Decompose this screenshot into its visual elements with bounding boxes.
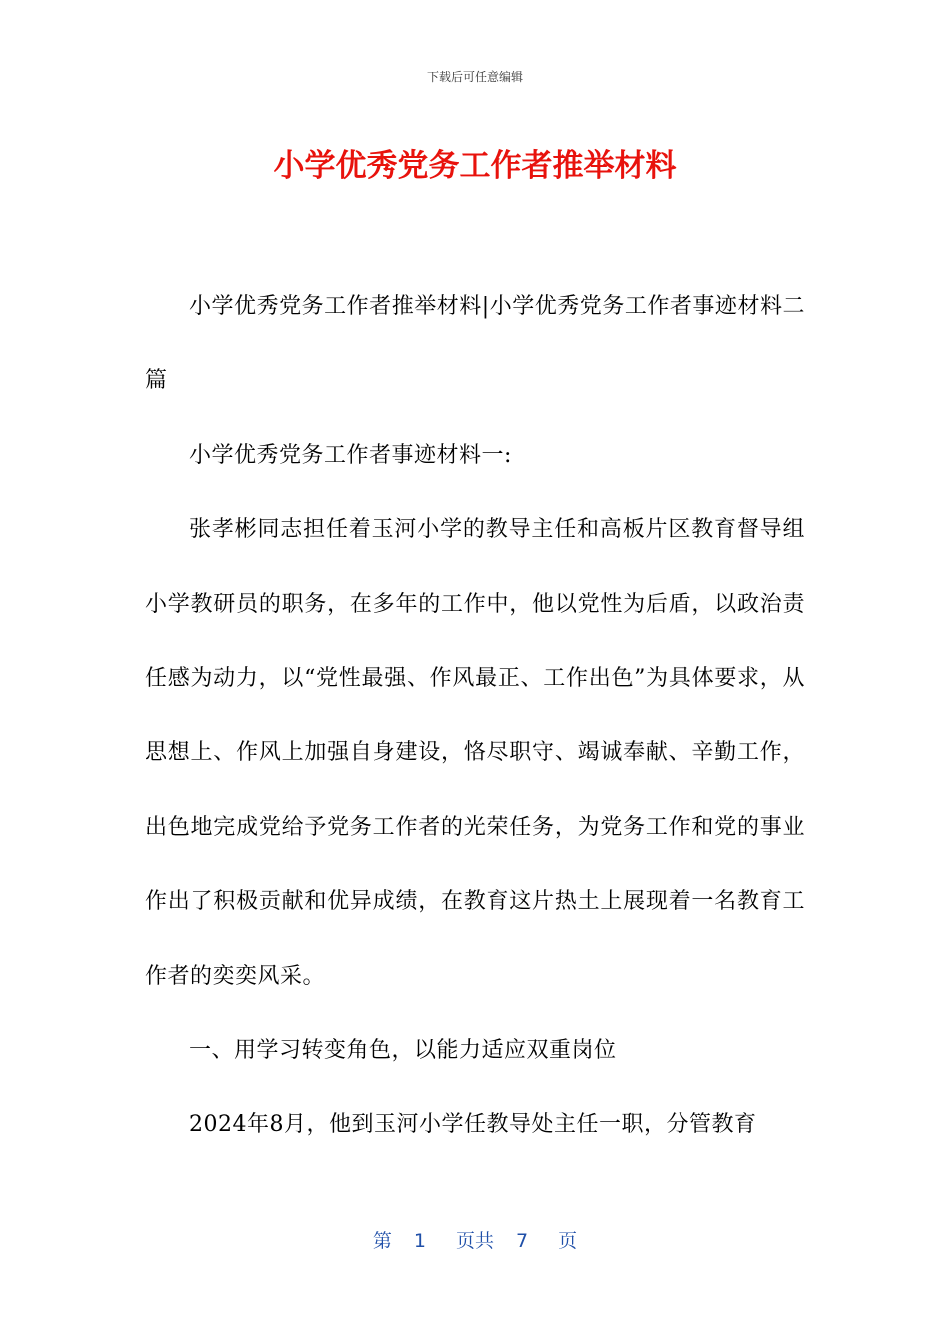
paragraph-continued: 2024年8月，他到玉河小学任教导处主任一职，分管教育: [189, 1112, 757, 1138]
paragraph-subtitle: 小学优秀党务工作者事迹材料一:: [189, 442, 512, 468]
page-footer: [0, 1226, 950, 1253]
document-title: 小学优秀党务工作者推举材料: [273, 148, 677, 184]
page-suffix: 页: [558, 1230, 578, 1252]
page-middle: 页共: [455, 1230, 494, 1252]
paragraph-intro: 小学优秀党务工作者推举材料|小学优秀党务工作者事迹材料二篇: [145, 294, 805, 394]
document-body: [145, 270, 805, 1163]
header-note: 下载后可任意编辑: [426, 70, 523, 84]
page-total-number: 7: [516, 1230, 529, 1252]
paragraph-section-heading: 一、用学习转变角色，以能力适应双重岗位: [189, 1038, 617, 1064]
page-prefix: 第: [372, 1230, 392, 1252]
page-current-number: 1: [413, 1230, 426, 1252]
paragraph-main: 张孝彬同志担任着玉河小学的教导主任和高板片区教育督导组小学教研员的职务，在多年的工作中，他以党性为后盾，以政治责任感为动力，以“党性最强、作风最正、工作出色”为具体要求，从思想上、作风上加强自身建设，恪尽职守、竭诚奉献、辛勤工作，出色地完成党给予党务工作者的光荣任务，为党务工作和党的事业作出了积极贡献和优异成绩，在教育这片热土上展现着一名教育工作者的奕奕风采。: [145, 517, 805, 989]
